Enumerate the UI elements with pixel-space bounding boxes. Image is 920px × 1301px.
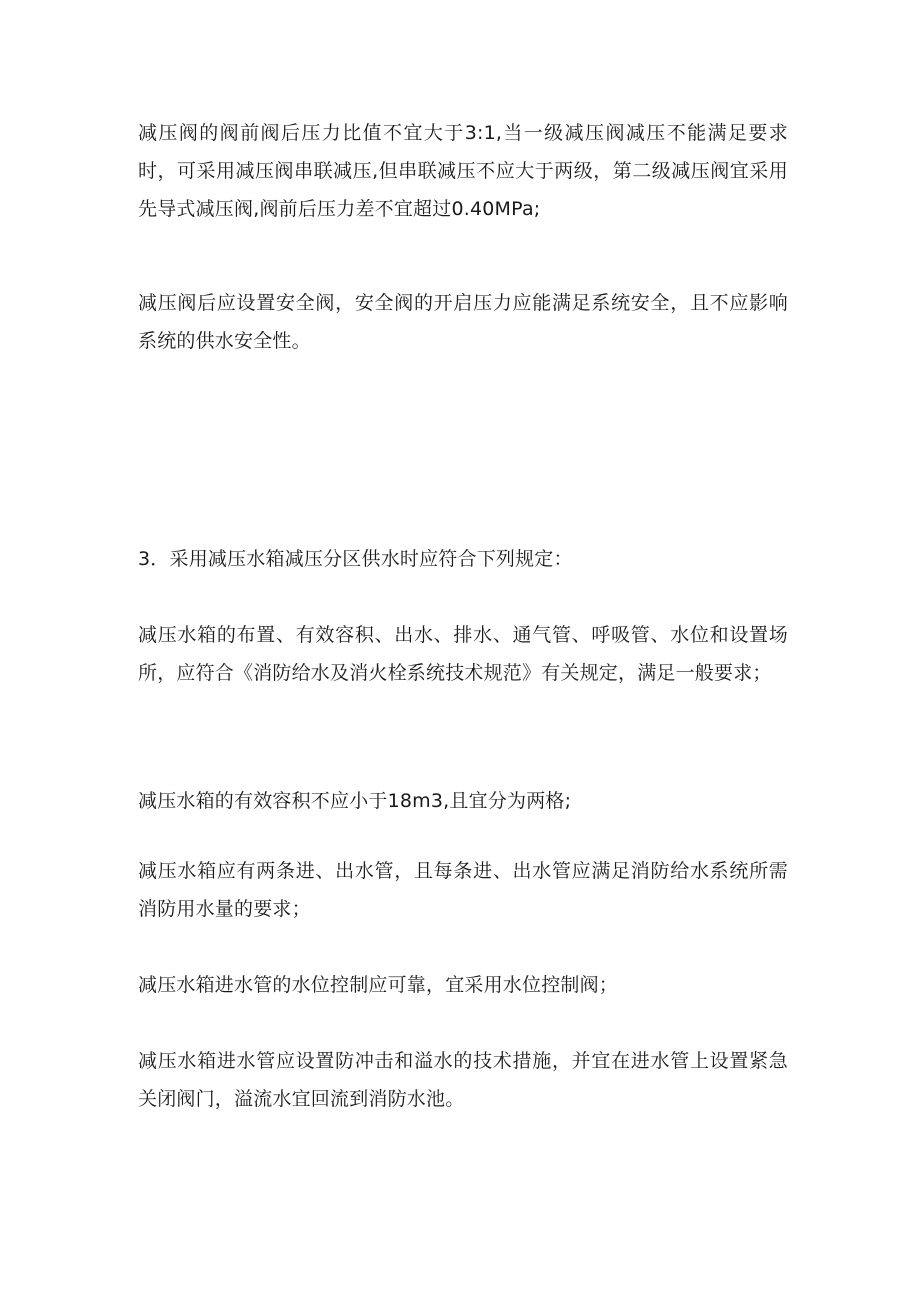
paragraph-tank-layout: 减压水箱的布置、有效容积、出水、排水、通气管、呼吸管、水位和设置场所，应符合《消防给水及消火栓系统技术规范》有关规定，满足一般要求；	[138, 624, 788, 684]
paragraph-pressure-ratio: 减压阀的阀前阀后压力比值不宜大于3:1,当一级减压阀减压不能满足要求时，可采用减压阀串联减压,但串联减压不应大于两级，第二级减压阀宜采用先导式减压阀,阀前后压力差不宜超过0.40MPa;	[138, 122, 788, 220]
section-heading-3: 3．采用减压水箱减压分区供水时应符合下列规定：	[138, 548, 573, 570]
paragraph-tank-volume: 减压水箱的有效容积不应小于18m3,且宜分为两格;	[138, 790, 572, 812]
paragraph-level-control: 减压水箱进水管的水位控制应可靠，宜采用水位控制阀；	[138, 974, 619, 996]
paragraph-overflow: 减压水箱进水管应设置防冲击和溢水的技术措施，并宜在进水管上设置紧急关闭阀门，溢流水宜回流到消防水池。	[138, 1050, 788, 1110]
paragraph-safety-valve: 减压阀后应设置安全阀，安全阀的开启压力应能满足系统安全，且不应影响系统的供水安全性。	[138, 292, 788, 352]
paragraph-tank-pipes: 减压水箱应有两条进、出水管，且每条进、出水管应满足消防给水系统所需消防用水量的要求；	[138, 860, 788, 920]
